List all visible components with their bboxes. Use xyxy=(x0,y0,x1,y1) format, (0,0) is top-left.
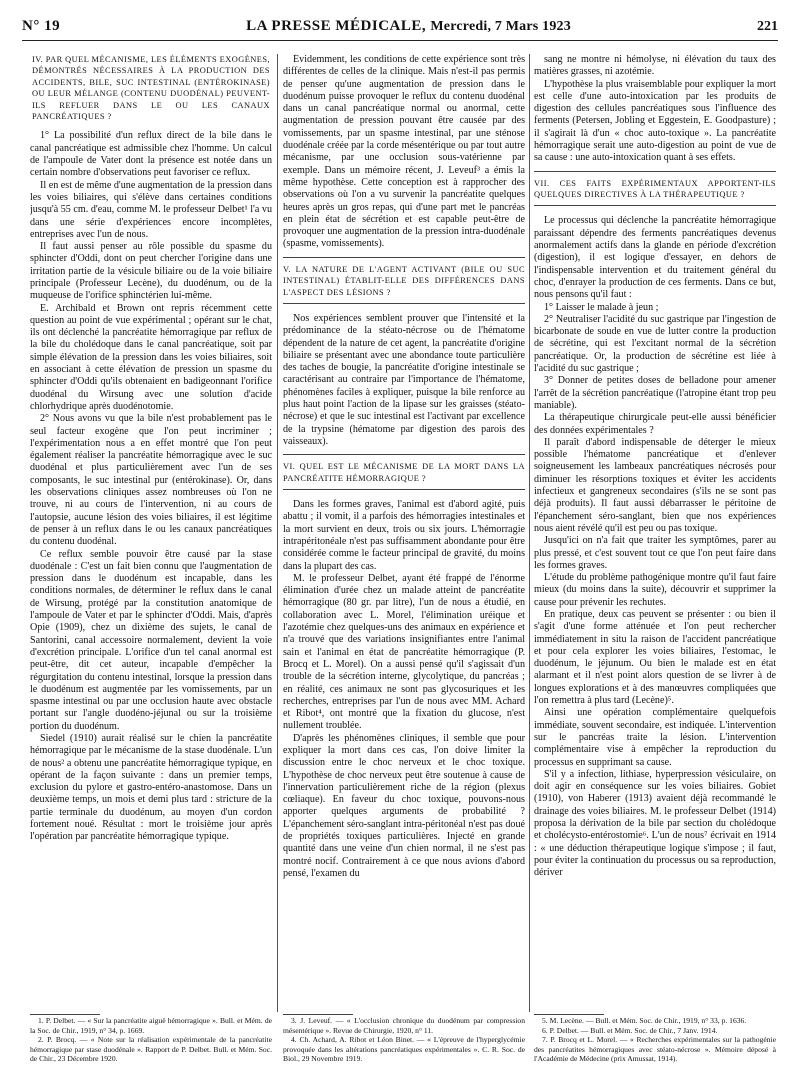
section-6-title: VI. QUEL EST LE MÉCANISME DE LA MORT DANS LA PANCRÉATITE HÉMORRAGIQUE ? xyxy=(283,454,525,490)
footnote-rule xyxy=(30,1014,100,1015)
footnote: 5. M. Lecène. — Bull. et Mém. Soc. de Chir., 1919, n° 33, p. 1636. xyxy=(542,1016,747,1025)
section-7-title: VII. CES FAITS EXPÉRIMENTAUX APPORTENT-ILS QUELQUES DIRECTIVES À LA THÉRAPEUTIQUE ? xyxy=(534,171,776,207)
paragraph: 3° Donner de petites doses de belladone pour amener l'arrêt de la sécrétion pancréatique (l'atropine étant trop peu maniable). xyxy=(534,375,776,411)
section-4-title: IV. PAR QUEL MÉCANISME, LES ÉLÉMENTS EXOGÈNES, DÉMONTRÉS NÉCESSAIRES À LA PRODUCTION DES ACCIDENTS, BILE, SUC INTESTINAL (ENTÉROKINASE) OU LEUR MÉLANGE (CONTENU DUODÉNAL) PEUVENT-ILS REFLUER DANS LE OU LES CANAUX PANCRÉATIQUES ? xyxy=(32,55,270,122)
footnotes-left xyxy=(30,1016,272,1064)
footnote: 7. P. Brocq et L. Morel. — « Recherches expérimentales sur la pathogénie des pancréatites hémorragiques avec stéato-nécrose ». Mémoire déposé à l'Académie de Médecine (prix Amussat, 1914). xyxy=(534,1035,776,1064)
issue-number: N° 19 xyxy=(22,18,61,34)
footnote: 3. J. Leveuf. — « L'occlusion chronique du duodénum par compression mésentérique ». Revue de Chirurgie, 1920, n° 11. xyxy=(283,1016,525,1035)
footnote-rule xyxy=(534,1014,604,1015)
paragraph: M. le professeur Delbet, ayant été frappé de l'énorme élimination d'urée chez un malade atteint de pancréatite hémorragique (80 gr. par litre), l'un de nous a étudié, en collaboration avec L. Morel, l'élimination uréique et l'azotémie chez quelques-uns des animaux en expérience et n'a trouvé que des variations insignifiantes entre l'animal sain et l'animal en état de pancréatite hémorragique (P. Brocq et L. Morel). On a aussi pensé qu'il s'agissait d'un trouble de la sécrétion interne, glycolytique, du pancréas ; en réalité, ces animaux ne sont pas glycosuriques et les recherches, entreprises par l'un de nous avec MM. Achard et Ribot⁴, ont montré que la fixation du glucose, n'est nullement troublée. xyxy=(283,572,525,732)
paragraph: E. Archibald et Brown ont repris récemment cette question au point de vue expérimental ; opérant sur le chat, ils ont déclenché la pancréatite hémorragique par reflux de la bile du cholédoque dans le canal pancréatique, soit par simple élévation de la pression dans les voies biliaires, soit en associant à cette élévation de pression un spasme du sphincter d'Oddi qu'ils obtenaient en badigeonnant l'orifice duodénal du Wirsung avec une solution d'acide chlorhydrique après duodénotomie. xyxy=(30,302,272,412)
footnote: 6. P. Delbet. — Bull. et Mém. Soc. de Chir., 7 Janv. 1914. xyxy=(542,1025,718,1035)
paragraph: D'après les phénomènes cliniques, il semble que pour expliquer la mort dans ces cas, l'on doive limiter la discussion entre le choc nerveux et le choc toxique. L'hypothèse de choc nerveux peut être soutenue à cause de l'innervation particulièrement riche de la région (plexus cœliaque). En faveur du choc toxique, pouvons-nous apporter quelques arguments de probabilité ? L'épanchement séro-sanglant intra-péritonéal n'est pas doué de propriétés toxiques particulières. Injecté en grande quantité dans une veine d'un chien normal, il ne s'est pas montré nocif. Contrairement à ce que nous avions d'abord pensé, l'examen du xyxy=(283,732,525,879)
paragraph: Ainsi une opération complémentaire quelquefois immédiate, souvent secondaire, est indiquée. L'intervention sur le pancréas traite la lésion. L'intervention complémentaire vise à empêcher la reproduction du processus en supprimant sa cause. xyxy=(534,707,776,768)
paragraph: S'il y a infection, lithiase, hyperpression vésiculaire, on doit agir en conséquence sur les voies biliaires. Gobiet (1910), von Haberer (1913) avaient déjà recommandé le drainage des voies biliaires. M. le professeur Delbet (1914) proposa la dérivation de la bile par section du cholédoque et cholécysto-entérostomie⁶. L'un de nous⁷ écrivait en 1914 : « une déduction thérapeutique logique s'impose ; il faut, pour éviter la continuation du processus ou sa reproduction, dériver xyxy=(534,768,776,879)
journal-name: LA PRESSE MÉDICALE, xyxy=(246,18,427,34)
paragraph: Jusqu'ici on n'a fait que traiter les symptômes, parer au plus pressé, et c'est souvent tout ce que l'on peut faire dans les formes graves. xyxy=(534,535,776,571)
paragraph: sang ne montre ni hémolyse, ni élévation du taux des matières grasses, ni azotémie. xyxy=(534,54,776,78)
footnote: 2. P. Brocq. — « Note sur la réalisation expérimentale de la pancréatite hémorragique par stase duodénale ». Rapport de P. Delbet. Bull. et Mém. Soc. de Chir., 23 Décembre 1920. xyxy=(30,1035,272,1064)
page-number: 221 xyxy=(757,19,778,34)
header-rule xyxy=(22,40,778,41)
footnotes-right xyxy=(534,1016,776,1064)
journal-title xyxy=(246,18,571,35)
paragraph: Nos expériences semblent prouver que l'intensité et la prédominance de la stéato-nécrose ou de l'hématome dépendent de la nature de cet agent, la pancréatite d'origine biliaire se présentant avec une abondance toute particulière des taches de bougie, la pancréatite d'origine intestinale se caractérisant au contraire par l'importance de l'hématome, phénomènes faciles à expliquer, puisque la bile renforce au plus haut point l'action de la lipase sur les graisses (stéato-nécrose) et que le suc intestinal est l'activant par excellence de la trypsine (hématome par digestion des parois des vaisseaux). xyxy=(283,312,525,447)
footnotes-middle xyxy=(283,1016,525,1064)
paragraph: La thérapeutique chirurgicale peut-elle aussi bénéficier des données expérimentales ? xyxy=(534,412,776,436)
paragraph: 2° Neutraliser l'acidité du suc gastrique par l'ingestion de bicarbonate de soude en vue de lutter contre la production de sécrétine, qui est l'excitant normal de la sécrétion pancréatique. Or, la production de sécrétine est liée à l'acidité du suc gastrique ; xyxy=(534,313,776,375)
column-right xyxy=(534,54,776,1012)
paragraph: Ce reflux semble pouvoir être causé par la stase duodénale : C'est un fait bien connu que l'augmentation de pression dans le duodénum est incapable, dans les conditions normales, de déterminer le reflux dans le canal de Wirsung, protégé par la constitution anatomique de l'ampoule de Vater et par le sphincter d'Oddi. Mais, d'après Opie (1909), chez un dixième des sujets, le canal de Santorini, canal accessoire normalement, devient la voie d'excrétion principale. L'orifice d'un tel canal anormal est peut-être, dit cet auteur, incapable d'empêcher la régurgitation du contenu intestinal, lorsque la pression dans le duodénum est augmentée par les vomissements, par un spasme intestinal ou par une occlusion haute avec obstacle portant sur l'angle duodéno-jéjunal ou sur la troisième portion du duodénum. xyxy=(30,548,272,732)
footnote: 4. Ch. Achard, A. Ribot et Léon Binet. — « L'épreuve de l'hyperglycémie provoquée dans les altérations pancréatiques expérimentales ». C. R. Soc. de Biol., 29 Novembre 1919. xyxy=(283,1035,525,1064)
column-middle xyxy=(283,54,525,1012)
paragraph: 1° Laisser le malade à jeun ; xyxy=(544,301,659,313)
page-header xyxy=(22,18,778,36)
paragraph: Il faut aussi penser au rôle possible du spasme du sphincter d'Oddi, dont on peut chercher l'origine dans une irritation partie de la vésicule biliaire ou de la voie biliaire principale (Professeur Lecène), du duodénum, ou de la muqueuse de l'orifice sphinctérien lui-même. xyxy=(30,241,272,302)
paragraph: Il paraît d'abord indispensable de déterger le mieux possible l'hématome pancréatique et d'enlever soigneusement les lambeaux pancréatiques nécrosés pour diminuer les résorptions toxiques et éviter les accidents infectieux et gangreneux secondaires (s'ils ne se sont pas déjà produits). Il faut aussi débarrasser le péritoine de l'épanchement séro-sanglant, bien que nos expériences nous aient révélé qu'il est peu ou pas toxique. xyxy=(534,436,776,534)
footnote-rule xyxy=(283,1014,353,1015)
footnote: 1. P. Delbet. — « Sur la pancréatite aiguë hémorragique ». Bull. et Mém. de la Soc. de Chir., 1919, n° 34, p. 1669. xyxy=(30,1016,272,1035)
paragraph: Il en est de même d'une augmentation de la pression dans les voies biliaires, qui s'élève dans certaines conditions jusqu'à 55 cm. d'eau, comme M. le professeur Delbet¹ l'a vu dans une série d'expériences encore incomplètes, entreprises avec l'un de nous. xyxy=(30,179,272,240)
issue-date: Mercredi, 7 Mars 1923 xyxy=(430,19,571,34)
paragraph: 2° Nous avons vu que la bile n'est probablement pas le seul facteur exogène que l'on peut incriminer ; l'expérimentation nous a en effet montré que l'on peut également réaliser la pancréatite hémorragique avec le suc duodénal et plus particulièrement avec l'un de ses composants, le suc intestinal pur (entérokinase). Or, dans les observations cliniques assez nombreuses où l'on ne trouve, ni au cours de l'intervention, ni au cours de l'autopsie, aucune lésion des voies biliaires, il est légitime de penser à un reflux dans le ou les canaux pancréatiques du contenu duodénal. xyxy=(30,413,272,548)
paragraph: Évidemment, les conditions de cette expérience sont très différentes de celles de la clinique. Mais n'est-il pas permis de penser qu'une augmentation de pression dans le duodénum puisse provoquer le reflux du contenu duodénal dans un canal pancréatique normal ou anormal, cette augmentation de pression pouvant être causée par des vomissements, par un spasme intestinal, par une sténose duodénale créée par la corde mésentérique ou par tout autre mécanisme, par une occlusion sous-vatérienne par exemple. Dans un mémoire récent, J. Leveuf³ a émis la même hypothèse. Cette conception est à rapprocher des observations où l'on a vu survenir la pancréatite quelques heures après un gros repas, qui d'une part met le pancréas en plein état de sécrétion et est capable peut-être de provoquer une augmentation de la pression intra-duodénale (spasme, vomissements). xyxy=(283,54,525,250)
paragraph: En pratique, deux cas peuvent se présenter : ou bien il s'agit d'une forme atténuée et l'on peut rechercher immédiatement in situ la raison de l'accident pancréatique et pour cela explorer les voies biliaires, l'estomac, le duodénum, le jéjunum. Ou bien le malade est en état alarmant et il n'est point alors question de se livrer à de longues explorations et à des manœuvres compliquées que l'on remettra à plus tard (Lecène)⁵. xyxy=(534,608,776,707)
column-divider xyxy=(529,54,530,1012)
column-left xyxy=(30,54,272,1012)
paragraph: Le processus qui déclenche la pancréatite hémorragique paraissant dépendre des ferments pancréatiques devenus anormalement actifs dans la glande en période d'excrétion (digestion), il est logique d'essayer, en dehors de l'indispensable intervention et du traitement général du choc, d'enrayer la production de ces ferments. Dans ce but, nous pensons qu'il faut : xyxy=(534,215,776,301)
paragraph: Siedel (1910) aurait réalisé sur le chien la pancréatite hémorragique par le mécanisme de la stase duodénale. L'un de nous² a obtenu une pancréatite hémorragique typique, en opérant de la façon suivante : dans un premier temps, exclusion du pylore et gastro-entéro-anastomose. Dans un deuxième temps, un mois et demi plus tard : stricture de la partie terminale du duodénum, au moyen d'un cordon fortement noué. Résultat : mort le troisième jour après l'opération par pancréatite hémorragique typique. xyxy=(30,732,272,843)
paragraph: 1° La possibilité d'un reflux direct de la bile dans le canal pancréatique est admissible chez l'homme. Un calcul de l'ampoule de Vater dont la présence est notée dans un certain nombre d'observations peut favoriser ce reflux. xyxy=(30,130,272,179)
paragraph: L'hypothèse la plus vraisemblable pour expliquer la mort est celle d'une auto-intoxication par les produits de digestion des cellules pancréatiques sous l'influence des ferments (Petersen, Jobling et Eggestein, E. Goodpasture) ; il s'agirait là d'un « choc auto-toxique ». La pancréatite hémorragique serait une auto-digestion au point de vue de sa cause : une auto-intoxication quant à ses effets. xyxy=(534,78,776,164)
column-divider xyxy=(277,54,278,1012)
paragraph: L'étude du problème pathogénique montre qu'il faut faire mieux (du moins dans la suite), découvrir et supprimer la cause pour prévenir les rechutes. xyxy=(534,572,776,608)
section-5-title: V. LA NATURE DE L'AGENT ACTIVANT (BILE OU SUC INTESTINAL) ÉTABLIT-ELLE DES DIFFÉRENCES DANS L'ASPECT DES LÉSIONS ? xyxy=(283,257,525,304)
paragraph: Dans les formes graves, l'animal est d'abord agité, puis abattu ; il vomit, il a parfois des hémorragies intestinales et la mort survient en deux, trois ou six jours. L'hémorragie intrapéritonéale n'est pas suffisamment abondante pour être considérée comme le facteur principal de gravité, du moins dans la plupart des cas. xyxy=(283,499,525,572)
